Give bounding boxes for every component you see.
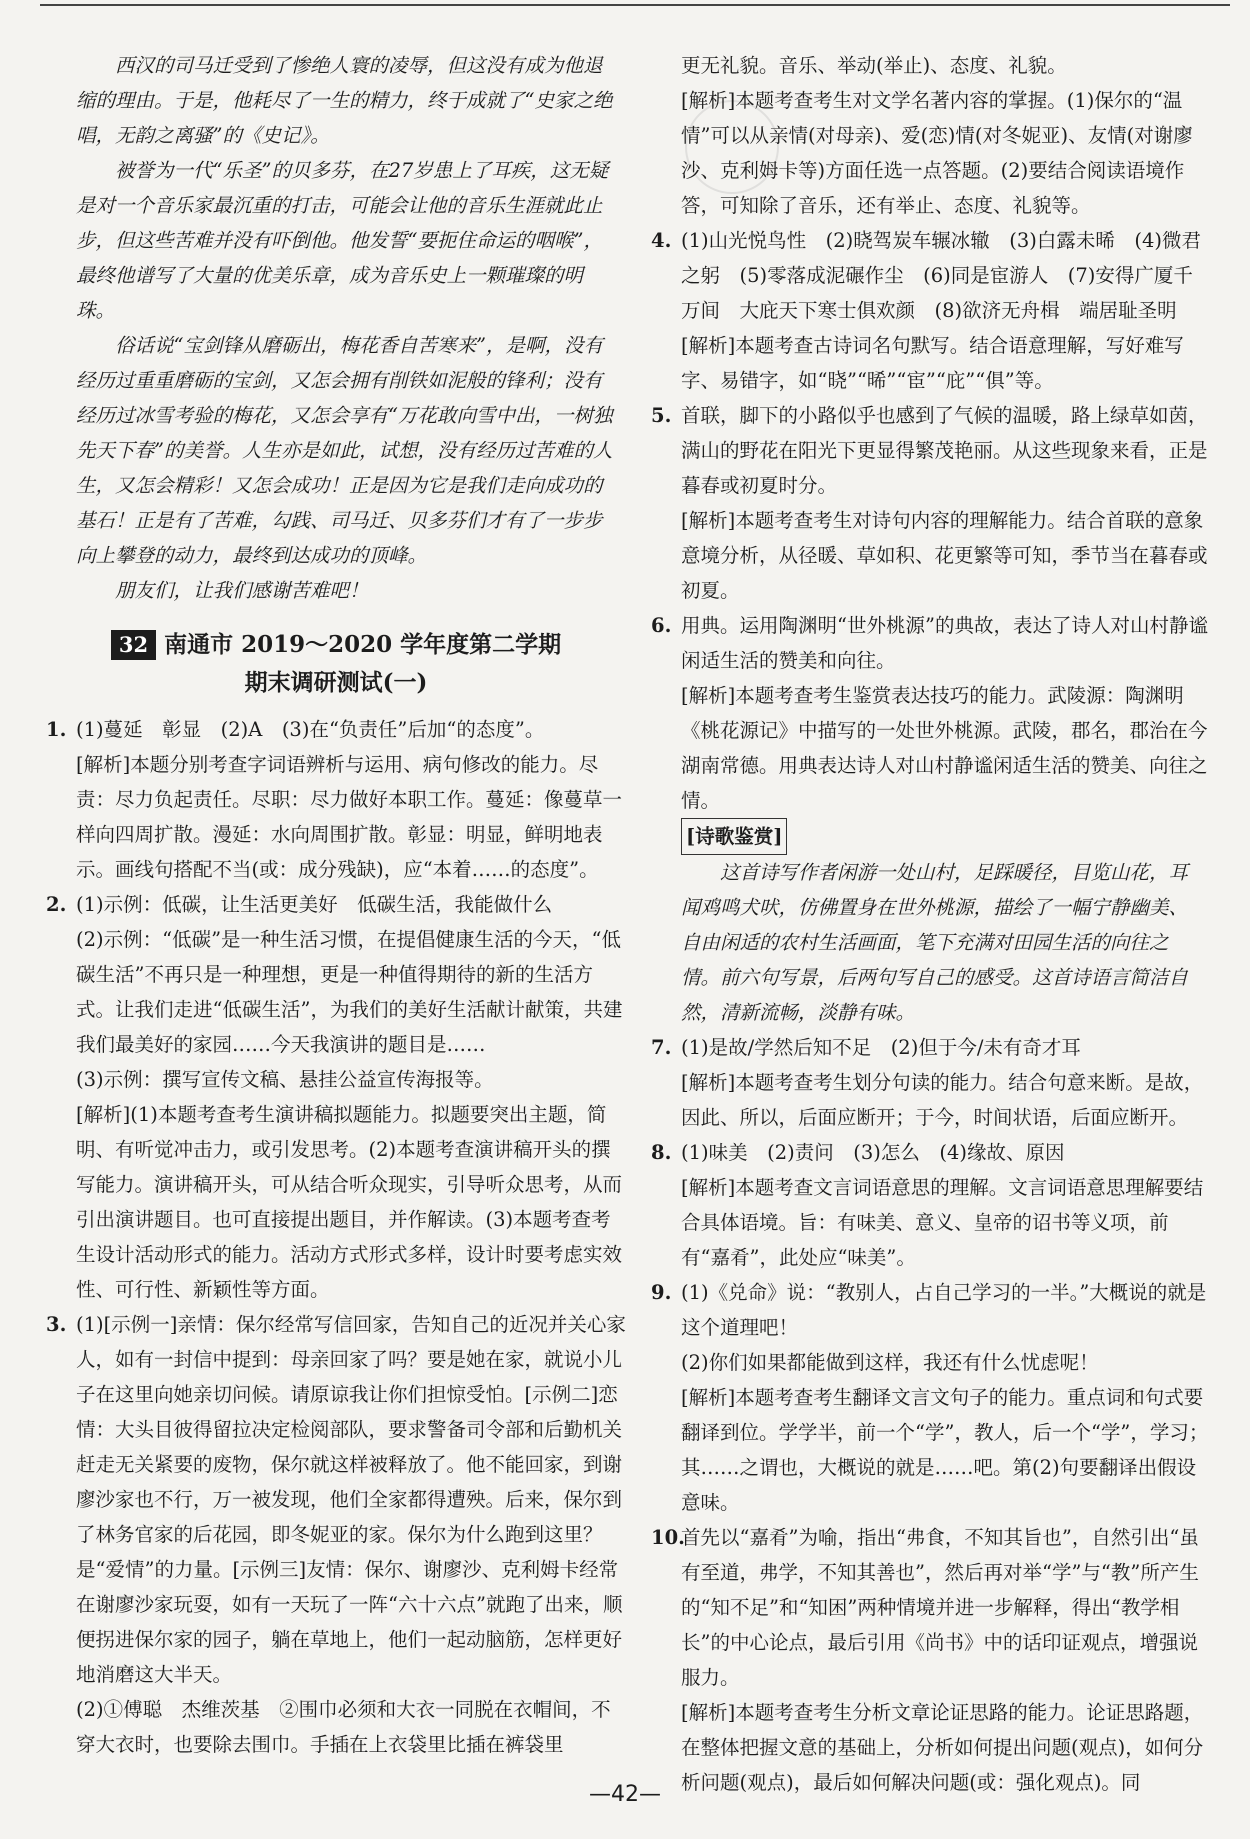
essay-paragraph: 俗话说“宝剑锋从磨砺出，梅花香自苦寒来”，是啊，没有经历过重重磨砺的宝剑，又怎会拥有削铁如泥般的锋利；没有经历过冰雪考验的梅花，又怎会享有“万花敢向雪中出，一树独先天下春”的美誉。人生亦是如此，试想，没有经历过苦难的人生，又怎会精彩！又怎会成功！正是因为它是我们走向成功的基石！正是有了苦难，勾践、司马迁、贝多芬们才有了一步步向上攀登的动力，最终到达成功的顶峰。	[76, 334, 613, 567]
answer-item-2	[46, 887, 626, 1307]
item-number: 3.	[46, 1313, 67, 1336]
answer-line: 首先以“嘉肴”为喻，指出“弗食，不知其旨也”，自然引出“虽有至道，弗学，不知其善也”，然后再对举“学”与“教”所产生的“知不足”和“知困”两种情境并进一步解释，得出“教学相长”的中心论点，最后引用《尚书》中的话印证观点，增强说服力。	[681, 1526, 1199, 1689]
item-number: 4.	[651, 229, 672, 252]
analysis-line: [解析]本题分别考查字词语辨析与运用、病句修改的能力。尽责：尽力负起责任。尽职：尽力做好本职工作。蔓延：像蔓草一样向四周扩散。漫延：水向周围扩散。彰显：明显，鲜明地表示。画线句搭配不当(或：成分残缺)，应“本着……的态度”。	[76, 753, 623, 881]
item-number: 5.	[651, 404, 672, 427]
analysis-line: [解析]本题考查考生鉴赏表达技巧的能力。武陵源：陶渊明《桃花源记》中描写的一处世外桃源。武陵，郡名，郡治在今湖南常德。用典表达诗人对山村静谧闲适生活的赞美、向往之情。	[681, 684, 1208, 812]
analysis-line: [解析]本题考查考生分析文章论证思路的能力。论证思路题，在整体把握文意的基础上，分析如何提出问题(观点)，如何分析问题(观点)，最后如何解决问题(或：强化观点)。同	[681, 1701, 1204, 1794]
answer-line: (1)山光悦鸟性 (2)晓驾炭车辗冰辙 (3)白露未晞 (4)微君之躬 (5)零落成泥碾作尘 (6)同是宦游人 (7)安得广厦千万间 大庇天下寒士俱欢颜 (8)欲济无舟楫 端居耻圣明	[681, 229, 1201, 322]
section-heading	[46, 626, 626, 702]
item-number: 8.	[651, 1141, 672, 1164]
section-number: 32	[111, 630, 156, 660]
item-number: 7.	[651, 1036, 672, 1059]
page-number: —42—	[589, 1782, 661, 1807]
section-title-text: 南通市 2019～2020 学年度第二学期	[164, 631, 562, 658]
analysis-line: [解析]本题考查考生对文学名著内容的掌握。(1)保尔的“温情”可以从亲情(对母亲)、爱(恋)情(对冬妮亚)、友情(对谢廖沙、克利姆卡等)方面任选一点答题。(2)要结合阅读语境作答，可知除了音乐，还有举止、态度、礼貌等。	[681, 89, 1193, 217]
answer-item-9	[651, 1275, 1211, 1520]
answer-line: 首联，脚下的小路似乎也感到了气候的温暖，路上绿草如茵，满山的野花在阳光下更显得繁茂艳丽。从这些现象来看，正是暮春或初夏时分。	[681, 404, 1208, 497]
analysis-line: [解析]本题考查古诗词名句默写。结合语意理解，写好难写字、易错字，如“晓”“晞”“宦”“庇”“俱”等。	[681, 334, 1184, 392]
essay-paragraph: 西汉的司马迁受到了惨绝人寰的凌辱，但这没有成为他退缩的理由。于是，他耗尽了一生的精力，终于成就了“史家之绝唱，无韵之离骚”的《史记》。	[76, 54, 613, 147]
analysis-line: [解析](1)本题考查考生演讲稿拟题能力。拟题要突出主题，简明、有听觉冲击力，或引发思考。(2)本题考查演讲稿开头的撰写能力。演讲稿开头，可从结合听众现实，引导听众思考，从而引出演讲题目。也可直接提出题目，并作解读。(3)本题考查考生设计活动形式的能力。活动方式形式多样，设计时要考虑实效性、可行性、新颖性等方面。	[76, 1103, 623, 1301]
item-number: 6.	[651, 614, 672, 637]
answer-line: (2)你们如果都能做到这样，我还有什么忧虑呢！	[681, 1351, 1099, 1374]
answer-item-10	[651, 1520, 1211, 1800]
answer-line: 更无礼貌。音乐、举动(举止)、态度、礼貌。	[681, 54, 1067, 77]
item-number: 9.	[651, 1281, 672, 1304]
answer-line: (3)示例：撰写宣传文稿、悬挂公益宣传海报等。	[76, 1068, 494, 1091]
analysis-line: [解析]本题考查考生翻译文言文句子的能力。重点词和句式要翻译到位。学学半，前一个“学”，教人，后一个“学”，学习；其……之谓也，大概说的就是……吧。第(2)句要翻译出假设意味。	[681, 1386, 1209, 1514]
essay-block	[46, 48, 626, 608]
answer-item-6	[651, 608, 1211, 1030]
answer-item-7	[651, 1030, 1211, 1135]
appreciation-label: [诗歌鉴赏]	[681, 818, 787, 855]
answer-item-3	[46, 1307, 626, 1762]
answer-item-3-cont	[651, 48, 1211, 223]
section-title-line2: 期末调研测试(一)	[244, 669, 428, 696]
answer-item-1	[46, 712, 626, 887]
answer-line: (1)示例：低碳，让生活更美好 低碳生活，我能做什么	[76, 893, 553, 916]
left-column	[46, 48, 626, 1762]
appreciation-text: 这首诗写作者闲游一处山村，足踩暖径，目览山花，耳闻鸡鸣犬吠，仿佛置身在世外桃源，描绘了一幅宁静幽美、自由闲适的农村生活画面，笔下充满对田园生活的向往之情。前六句写景，后两句写自己的感受。这首诗语言简洁自然，清新流畅，淡静有味。	[681, 861, 1189, 1024]
analysis-line: [解析]本题考查考生划分句读的能力。结合句意来断。是故，因此、所以，后面应断开；于今，时间状语，后面应断开。	[681, 1071, 1204, 1129]
answer-line: (1)蔓延 彰显 (2)A (3)在“负责任”后加“的态度”。	[76, 718, 545, 741]
item-number: 2.	[46, 893, 67, 916]
answer-line: (2)示例：“低碳”是一种生活习惯，在提倡健康生活的今天，“低碳生活”不再只是一种理想，更是一种值得期待的新的生活方式。让我们走进“低碳生活”，为我们的美好生活献计献策，共建我们最美好的家园……今天我演讲的题目是……	[76, 928, 623, 1056]
item-number: 10.	[651, 1526, 685, 1549]
right-column	[651, 48, 1211, 1800]
answer-line: (1)味美 (2)责问 (3)怎么 (4)缘故、原因	[681, 1141, 1065, 1164]
answer-line: (2)①傅聪 杰维茨基 ②围巾必须和大衣一同脱在衣帽间，不穿大衣时，也要除去围巾。手插在上衣袋里比插在裤袋里	[76, 1698, 611, 1756]
answer-line: (1)《兑命》说：“教别人，占自己学习的一半。”大概说的就是这个道理吧！	[681, 1281, 1207, 1339]
analysis-line: [解析]本题考查文言词语意思的理解。文言词语意思理解要结合具体语境。旨：有味美、意义、皇帝的诏书等义项，前有“嘉肴”，此处应“味美”。	[681, 1176, 1204, 1269]
essay-paragraph: 朋友们，让我们感谢苦难吧！	[115, 579, 369, 602]
answer-item-8	[651, 1135, 1211, 1275]
appreciation-label-line	[681, 818, 1211, 855]
top-rule	[40, 4, 1230, 6]
item-number: 1.	[46, 718, 67, 741]
answer-item-5	[651, 398, 1211, 608]
analysis-line: [解析]本题考查考生对诗句内容的理解能力。结合首联的意象意境分析，从径暖、草如积、花更繁等可知，季节当在暮春或初夏。	[681, 509, 1208, 602]
answer-item-4	[651, 223, 1211, 398]
section-title-line1	[46, 626, 626, 664]
answer-line: (1)[示例一]亲情：保尔经常写信回家，告知自己的近况并关心家人，如有一封信中提到：母亲回家了吗？要是她在家，就说小儿子在这里向她亲切问候。请原谅我让你们担惊受怕。[示例二]恋情：大头目彼得留拉决定检阅部队，要求警备司令部和后勤机关赶走无关紧要的废物，保尔就这样被释放了。他不能回家，到谢廖沙家也不行，万一被发现，他们全家都得遭殃。后来，保尔到了林务官家的后花园，即冬妮亚的家。保尔为什么跑到这里？是“爱情”的力量。[示例三]友情：保尔、谢廖沙、克利姆卡经常在谢廖沙家玩耍，如有一天玩了一阵“六十六点”就跑了出来，顺便拐进保尔家的园子，躺在草地上，他们一起动脑筋，怎样更好地消磨这大半天。	[76, 1313, 626, 1686]
answer-line: (1)是故/学然后知不足 (2)但于今/未有奇才耳	[681, 1036, 1081, 1059]
answer-line: 用典。运用陶渊明“世外桃源”的典故，表达了诗人对山村静谧闲适生活的赞美和向往。	[681, 614, 1208, 672]
essay-paragraph: 被誉为一代“乐圣”的贝多芬，在27岁患上了耳疾，这无疑是对一个音乐家最沉重的打击，可能会让他的音乐生涯就此止步，但这些苦难并没有吓倒他。他发誓“要扼住命运的咽喉”，最终他谱写了大量的优美乐章，成为音乐史上一颗璀璨的明珠。	[76, 159, 609, 322]
